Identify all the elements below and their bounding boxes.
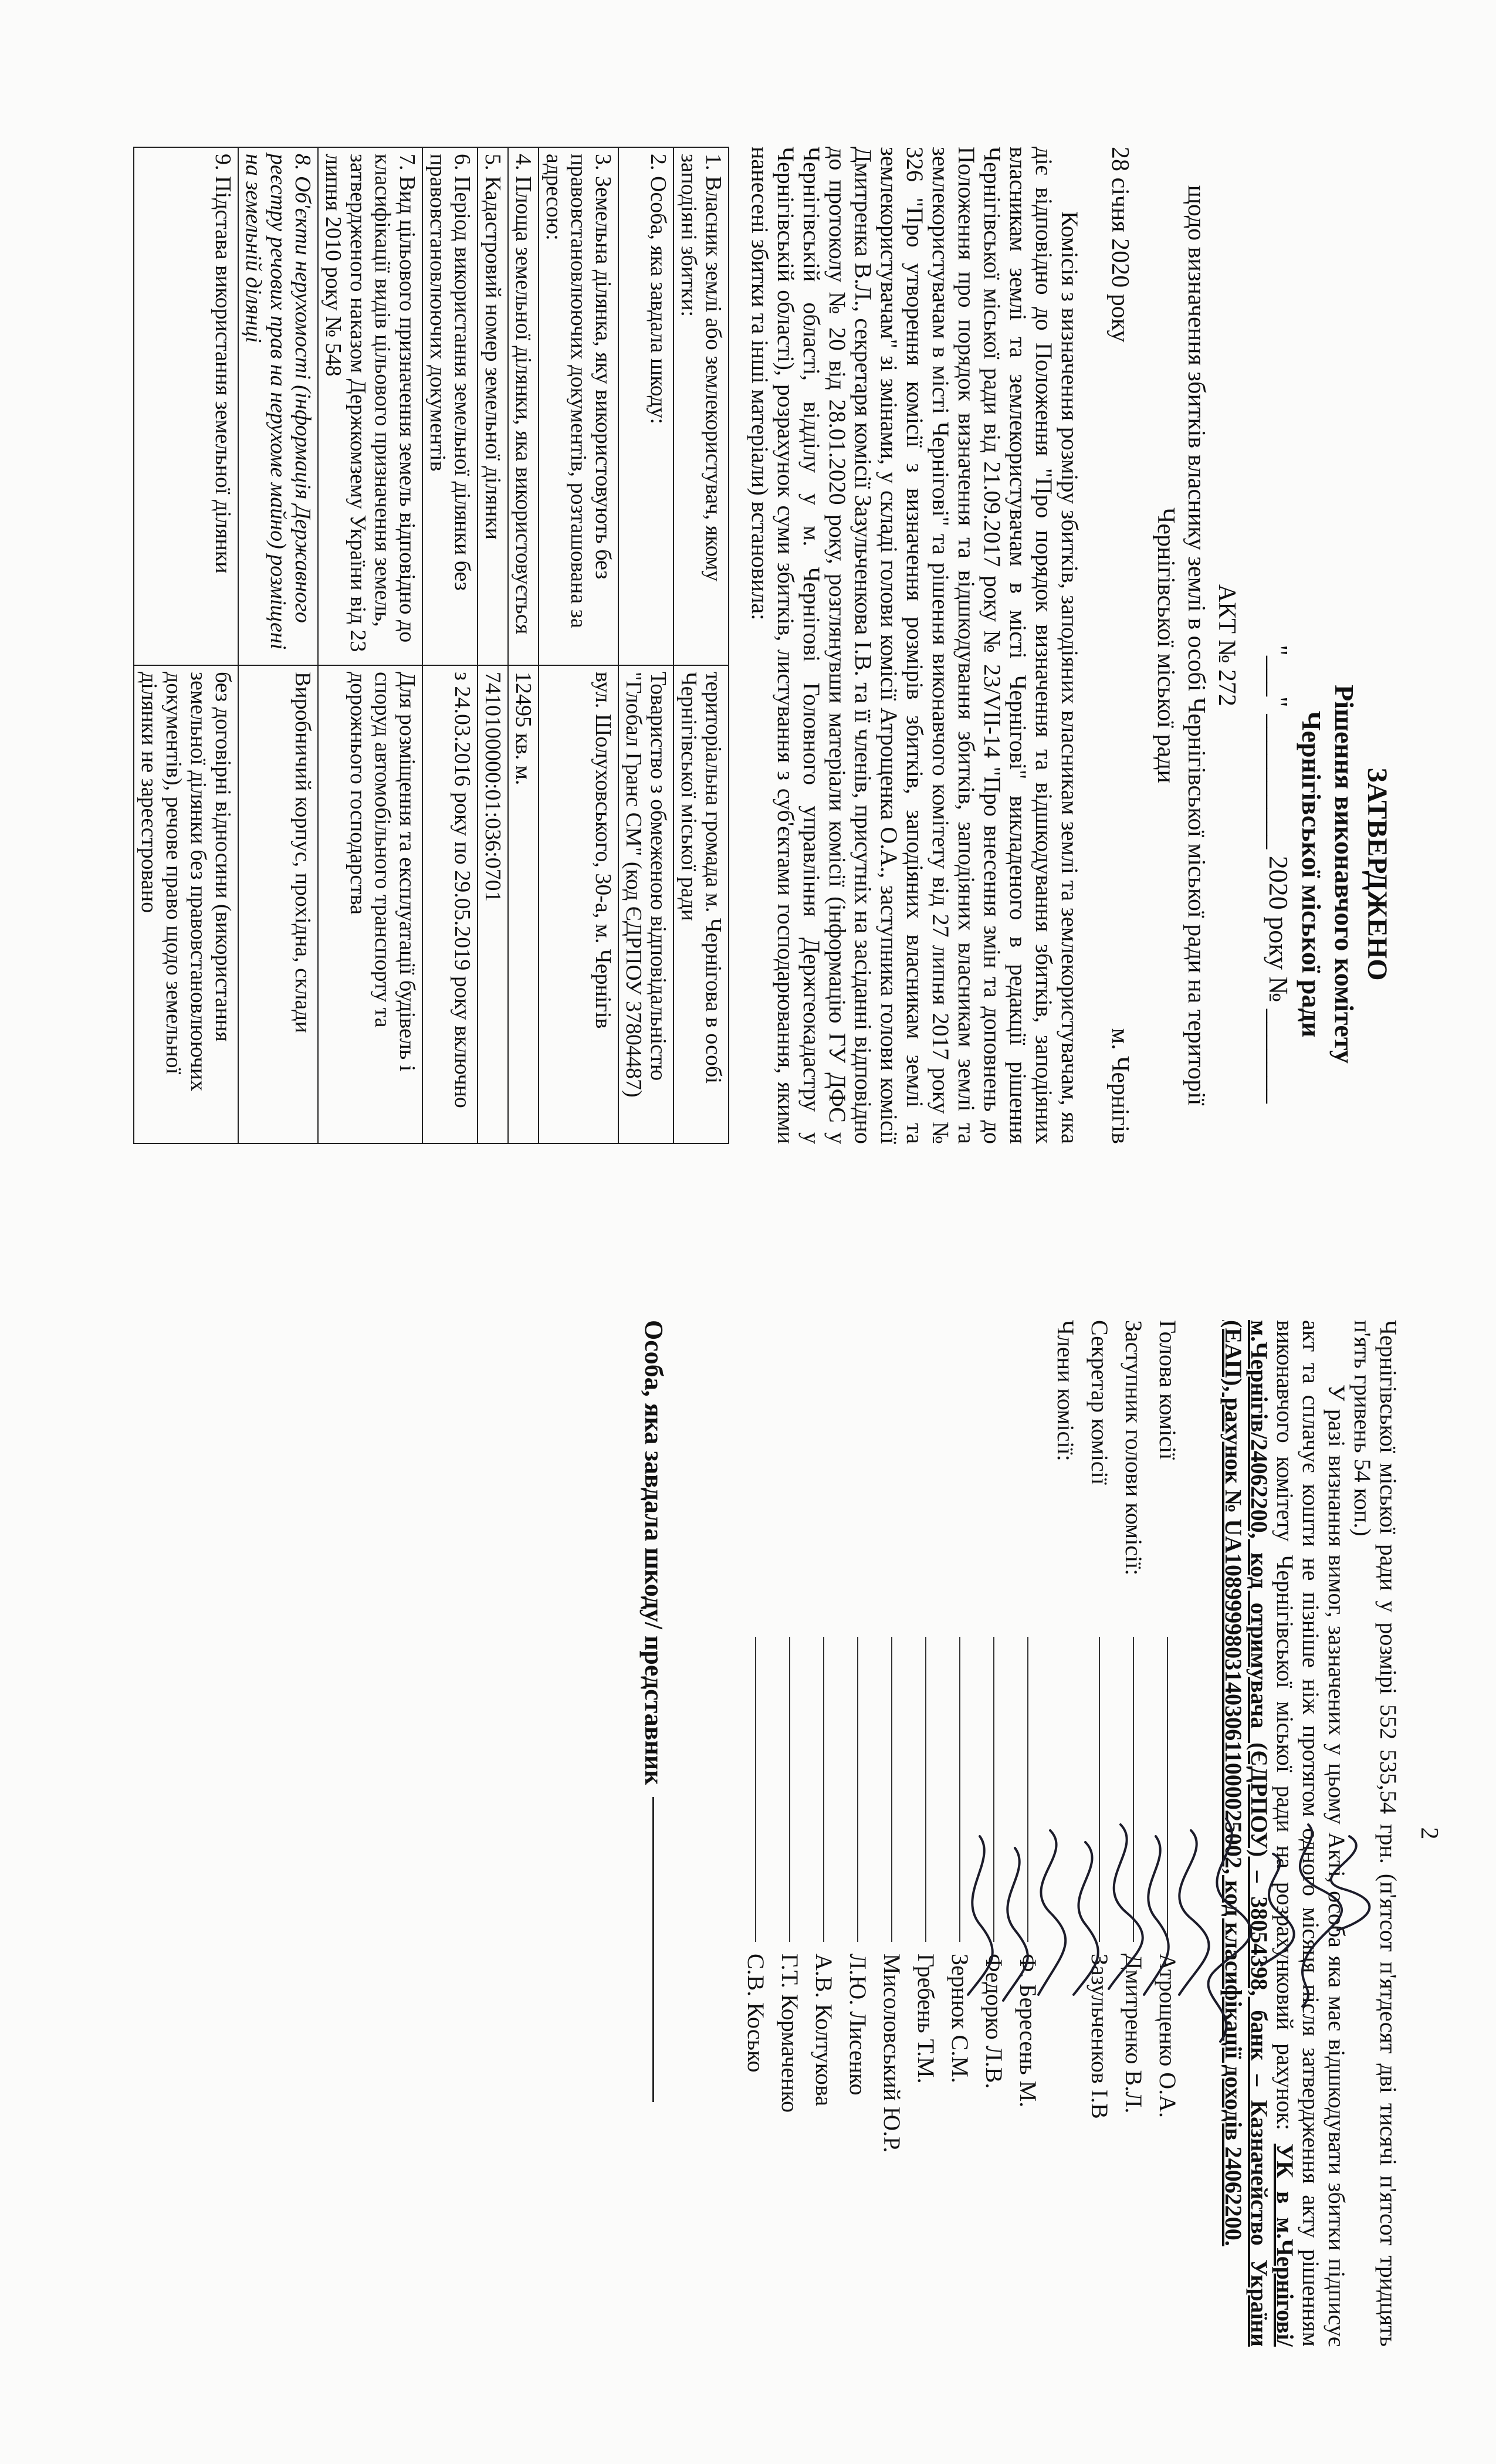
row-value: територіальна громада м. Чернігова в особі Чернігівської міської ради (673, 665, 729, 1143)
member-name: А.В. Колтукова (811, 1954, 838, 2107)
row-value: Товариство з обмеженою відповідальністю "Глобал Гранс СМ" (код ЄДРПОУ 37804487) (618, 665, 673, 1143)
row-value: з 24.03.2016 року по 29.05.2019 року включно (422, 665, 478, 1143)
payment-terms-paragraph (1220, 1320, 1349, 2347)
members-list (739, 1320, 1045, 2347)
signature-line (960, 1637, 962, 1942)
head-role: Голова комісії (1155, 1320, 1182, 1460)
secretary-name: Зазульченков І.В (1087, 1954, 1113, 2119)
row-label: 2. Особа, яка завдала шкоду: (618, 147, 673, 665)
head-name: Атрощенко О.А. (1155, 1954, 1182, 2118)
offender-label: Особа, яка завдала шкоду/ представник (639, 1320, 668, 1785)
member-name: Л.Ю. Лисенко (845, 1954, 872, 2096)
member-name: Зернюк С.М. (947, 1954, 974, 2083)
row-value: Виробничий корпус, прохідна, склади (238, 665, 318, 1143)
table-row (539, 147, 618, 1143)
row-value: 7410100000:01:036:0701 (478, 665, 508, 1143)
deputy-role: Заступник голови комісії: (1121, 1320, 1148, 1576)
member-name: Гребень Т.М. (913, 1954, 940, 2084)
row-label: 5. Кадастровий номер земельної ділянки (478, 147, 508, 665)
signature-row-member (1011, 1320, 1045, 2347)
page-number: 2 (1416, 1827, 1443, 1840)
table-row (618, 147, 673, 1143)
row-label: 4. Площа земельної ділянки, яка використовується (508, 147, 539, 665)
signature-row-member (739, 1320, 773, 2347)
offender-signature (639, 1320, 669, 2347)
act-date-place (1106, 147, 1134, 1144)
signature-row-member (943, 1320, 977, 2347)
signature-row-member (807, 1320, 841, 2347)
signature-row-member (977, 1320, 1011, 2347)
act-place: м. Чернігів (1106, 1028, 1133, 1144)
signature-line (892, 1637, 893, 1942)
signature-line (926, 1637, 928, 1942)
row-value: вул. Шолуховського, 30-а, м. Чернігів (539, 665, 618, 1143)
page-2 (0, 1232, 1496, 2464)
approval-heading: ЗАТВЕРДЖЕНО (1362, 767, 1393, 981)
signature-row-head (1151, 1320, 1185, 2347)
table-row (673, 147, 729, 1143)
signature-row-member (875, 1320, 909, 2347)
intro-paragraph: Комісія з визначення розміру збитків, заподіяних власникам землі та землекористувачам, яка діє відповідно до Положення "Про порядок визначення та відшкодування збитків, заподіяних власникам землі та землекористувачам в місті Чернігові" викладеного в редакції рішення Чернігівської міської ради від 21.09.2017 року № 23/VII-14 "Про внесення змін та доповнень до Положення про порядок визначення та відшкодування збитків, заподіяних власникам землі та землекористувачам в місті Чернігові" та рішення виконавчого комітету від 27 липня 2017 року № 326 "Про утворення комісії з визначення розмірів збитків, заподіяних власникам землі та землекористувачам" зі змінами, у складі голови комісії Атрощенка О.А., заступника голови комісії Дмитренка В.Л., секретаря комісії Зазульченкова І.В. та її членів, присутніх на засіданні відповідно до протоколу № 20 від 28.01.2020 року, розглянувши матеріали комісії (інформацію ГУ ДФС у Чернігівській області, відділу у м. Чернігові Головного управління Держгеокадастру у Чернігівській області), розрахунок суми збитків, листування з суб'єктами господарювання, якими нанесені збитки та інші матеріали) встановила: (747, 147, 1083, 1144)
act-subtitle: щодо визначення збитків власнику землі в особі Чернігівської міської ради на території (1183, 185, 1210, 1106)
signature-row-member (841, 1320, 875, 2347)
signature-line (1133, 1637, 1135, 1942)
signature-row-deputy (1117, 1320, 1151, 2347)
act-subtitle-2: Чернігівської міської ради (1152, 507, 1179, 783)
signature-line (994, 1637, 996, 1942)
signature-line (653, 1797, 655, 2102)
row-label: 7. Вид цільового призначення земель відповідно до класифікації видів цільового призначення земель, затвердженого наказом Держкомзему України від 23 липня 2010 року № 548 (318, 147, 422, 665)
secretary-role: Секретар комісії (1087, 1320, 1113, 1485)
member-name: С.В. Косько (743, 1954, 770, 2073)
members-role: Члени комісії: (1052, 1320, 1079, 1461)
signature-line (1167, 1637, 1169, 1942)
row-value: Для розміщення та експлуатації будівель і споруд автомобільного транспорту та дорожнього господарства (318, 665, 422, 1143)
row-label: 9. Підстава використання земельної ділянки (134, 147, 238, 665)
bank-account-details: УК в м.Чернігові/м.Чернігів/24062200, код отримувача (ЄДРПОУ) – 38054398, банк – Казначейство України (ЕАП), рахунок № UA108999980314030611000025002, код класифікації доходів 24062200. (1220, 1320, 1298, 2347)
row-label: 8. Об'єкти нерухомості (інформація Державного реєстру речових прав на нерухоме майно) розміщені на земельній ділянці (238, 147, 318, 665)
row-value: без договірні відносини (використання земельної ділянки без правовстановлюючих документів), речове право щодо земельної ділянки не зареєстровано (134, 665, 238, 1143)
row-label: 1. Власник землі або землекористувач, якому заподіяні збитки: (673, 147, 729, 665)
signature-row-members (1049, 1320, 1083, 2347)
member-name: Федорко Л.В. (981, 1954, 1008, 2089)
signature-line (1028, 1637, 1030, 1942)
act-number: АКТ № 272 (1213, 584, 1240, 707)
row-value: 12495 кв. м. (508, 665, 539, 1143)
member-name: Г.Т. Кормаченко (777, 1954, 804, 2113)
signature-line (790, 1637, 791, 1942)
approval-body: Рішення виконавчого комітету (1329, 685, 1359, 1064)
table-row (238, 147, 318, 1143)
signature-line (824, 1637, 825, 1942)
table-row (508, 147, 539, 1143)
table-row (478, 147, 508, 1143)
signature-row-secretary (1083, 1320, 1117, 2347)
signature-row-member (773, 1320, 807, 2347)
signature-line (756, 1637, 757, 1942)
table-row (422, 147, 478, 1143)
approval-council: Чернігівської міської ради (1297, 710, 1326, 1038)
act-heading (1150, 147, 1242, 1144)
deputy-name: Дмитренко В.Л. (1121, 1954, 1148, 2114)
table-row (318, 147, 422, 1143)
approval-date-number: "___" __________ 2020 року № _______ (1264, 645, 1294, 1104)
damage-amount-paragraph: Чернігівської міської ради у розмірі 552 535,54 грн. (п'ятсот п'ятдесят дві тисячі п'ятсот тридцять п'ять гривень 54 коп.) (1349, 1320, 1402, 2347)
table-row (134, 147, 238, 1143)
row-label: 3. Земельна ділянка, яку використовують без правовстановлюючих документів, розташована за адресою: (539, 147, 618, 665)
signature-line (1099, 1637, 1101, 1942)
member-name: Ф. Бересень М. (1015, 1954, 1042, 2108)
member-name: Мисоловський Ю.Р. (879, 1954, 906, 2153)
signature-line (858, 1637, 859, 1942)
approval-block (1262, 604, 1393, 1144)
payment-terms-text: У разі визнання вимог, зазначених у цьому Акті, особа яка має відшкодувати збитки підписує акт та сплачує кошти не пізніше ніж протягом одного місяця після затвердження акту рішенням виконавчого комітету Чернігівської міської ради на розрахунковий рахунок: (1272, 1320, 1350, 2347)
commission-signatures (739, 1320, 1185, 2347)
act-date: 28 січня 2020 року (1106, 147, 1133, 343)
row-label: 6. Період використання земельної ділянки без правовстановлюючих документів (422, 147, 478, 665)
land-info-table (133, 147, 729, 1144)
signature-row-member (909, 1320, 943, 2347)
